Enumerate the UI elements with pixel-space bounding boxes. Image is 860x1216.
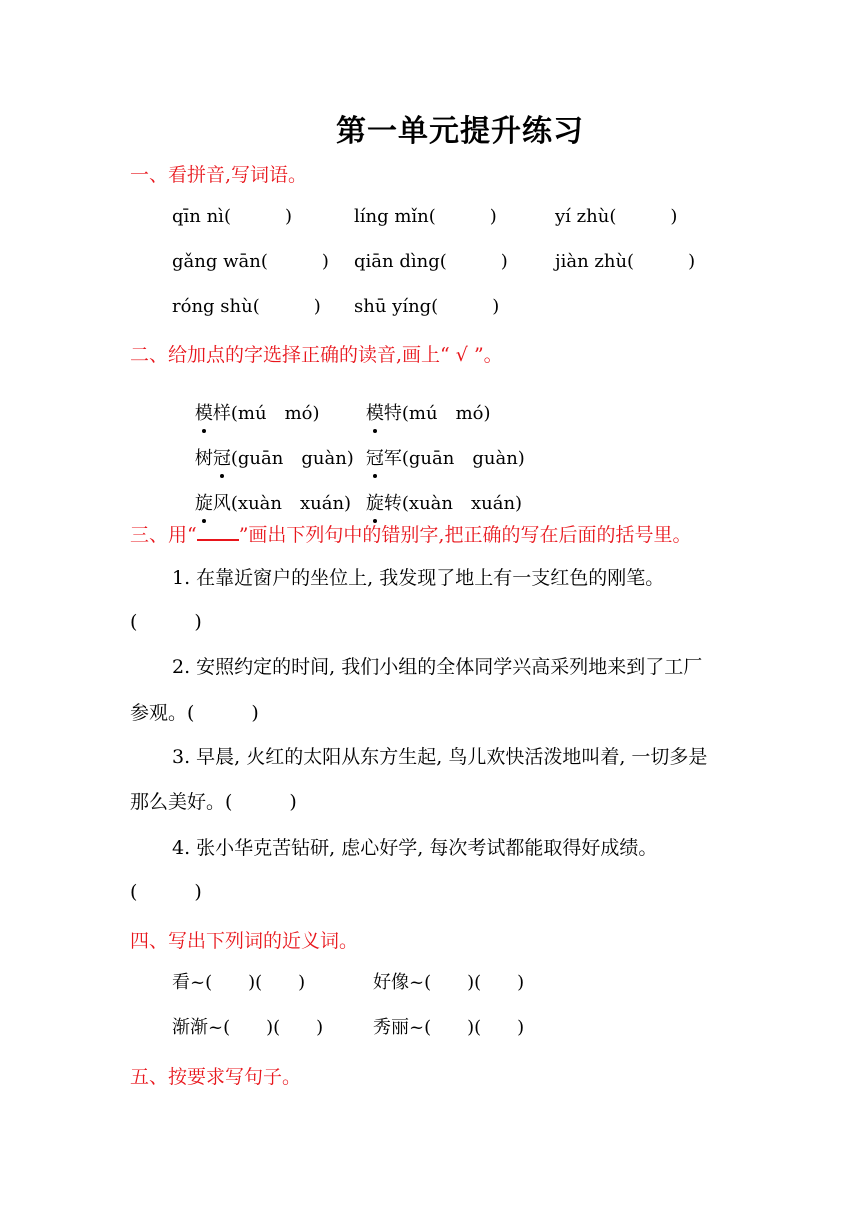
- page-title: 第一单元提升练习: [336, 114, 584, 149]
- reading-item: 模特(mú mó): [365, 403, 491, 424]
- sentence-line: 2. 安照约定的时间, 我们小组的全体同学兴高采列地来到了工厂: [172, 656, 703, 678]
- synonym-item: 秀丽~( )( ): [373, 1017, 525, 1038]
- pinyin-item: róng shù( ): [172, 296, 321, 317]
- reading-options: (xuàn xuán): [230, 493, 352, 514]
- dotted-char: 旋: [194, 493, 213, 514]
- reading-item: 旋转(xuàn xuán): [365, 493, 523, 514]
- section-4-heading: 四、写出下列词的近义词。: [130, 930, 359, 952]
- pinyin-item: qīn nì( ): [172, 206, 292, 227]
- dotted-char: 模: [194, 403, 213, 424]
- reading-item: 树冠(guān guàn): [194, 448, 354, 469]
- underline-sample: [197, 521, 239, 541]
- dotted-char: 模: [365, 403, 384, 424]
- dotted-char: 旋: [365, 493, 384, 514]
- sentence-line: 4. 张小华克苦钻研, 虑心好学, 每次考试都能取得好成绩。: [172, 837, 658, 859]
- pinyin-item: líng mǐn( ): [354, 206, 497, 227]
- synonym-item: 好像~( )( ): [373, 972, 525, 993]
- sentence-line: ( ): [130, 611, 202, 633]
- dotted-char: 冠: [212, 448, 231, 469]
- reading-options: (guān guàn): [230, 448, 354, 469]
- pinyin-item: jiàn zhù( ): [555, 251, 696, 272]
- reading-item: 旋风(xuàn xuán): [194, 493, 352, 514]
- reading-options: (guān guàn): [401, 448, 525, 469]
- reading-options: (mú mó): [230, 403, 320, 424]
- reading-options: (xuàn xuán): [401, 493, 523, 514]
- section-5-heading: 五、按要求写句子。: [130, 1066, 302, 1088]
- sentence-line: ( ): [130, 881, 202, 903]
- synonym-item: 看~( )( ): [172, 972, 306, 993]
- sentence-line: 那么美好。( ): [130, 791, 297, 813]
- pinyin-item: qiān dìng( ): [354, 251, 508, 272]
- dotted-char: 冠: [365, 448, 384, 469]
- section-1-heading: 一、看拼音,写词语。: [130, 164, 308, 186]
- reading-item: 模样(mú mó): [194, 403, 320, 424]
- pinyin-item: gǎng wān( ): [172, 251, 329, 272]
- pinyin-item: shū yíng( ): [354, 296, 500, 317]
- sentence-line: 1. 在靠近窗户的坐位上, 我发现了地上有一支红色的刚笔。: [172, 567, 665, 589]
- sentence-line: 参观。( ): [130, 702, 259, 724]
- pinyin-item: yí zhù( ): [555, 206, 678, 227]
- section-3-heading: 三、用“ ”画出下列句中的错别字,把正确的写在后面的括号里。: [130, 520, 691, 547]
- reading-item: 冠军(guān guàn): [365, 448, 525, 469]
- sentence-line: 3. 早晨, 火红的太阳从东方生起, 鸟儿欢快活泼地叫着, 一切多是: [172, 746, 708, 768]
- reading-options: (mú mó): [401, 403, 491, 424]
- synonym-item: 渐渐~( )( ): [172, 1017, 324, 1038]
- section-2-heading: 二、给加点的字选择正确的读音,画上“ √ ”。: [130, 344, 503, 366]
